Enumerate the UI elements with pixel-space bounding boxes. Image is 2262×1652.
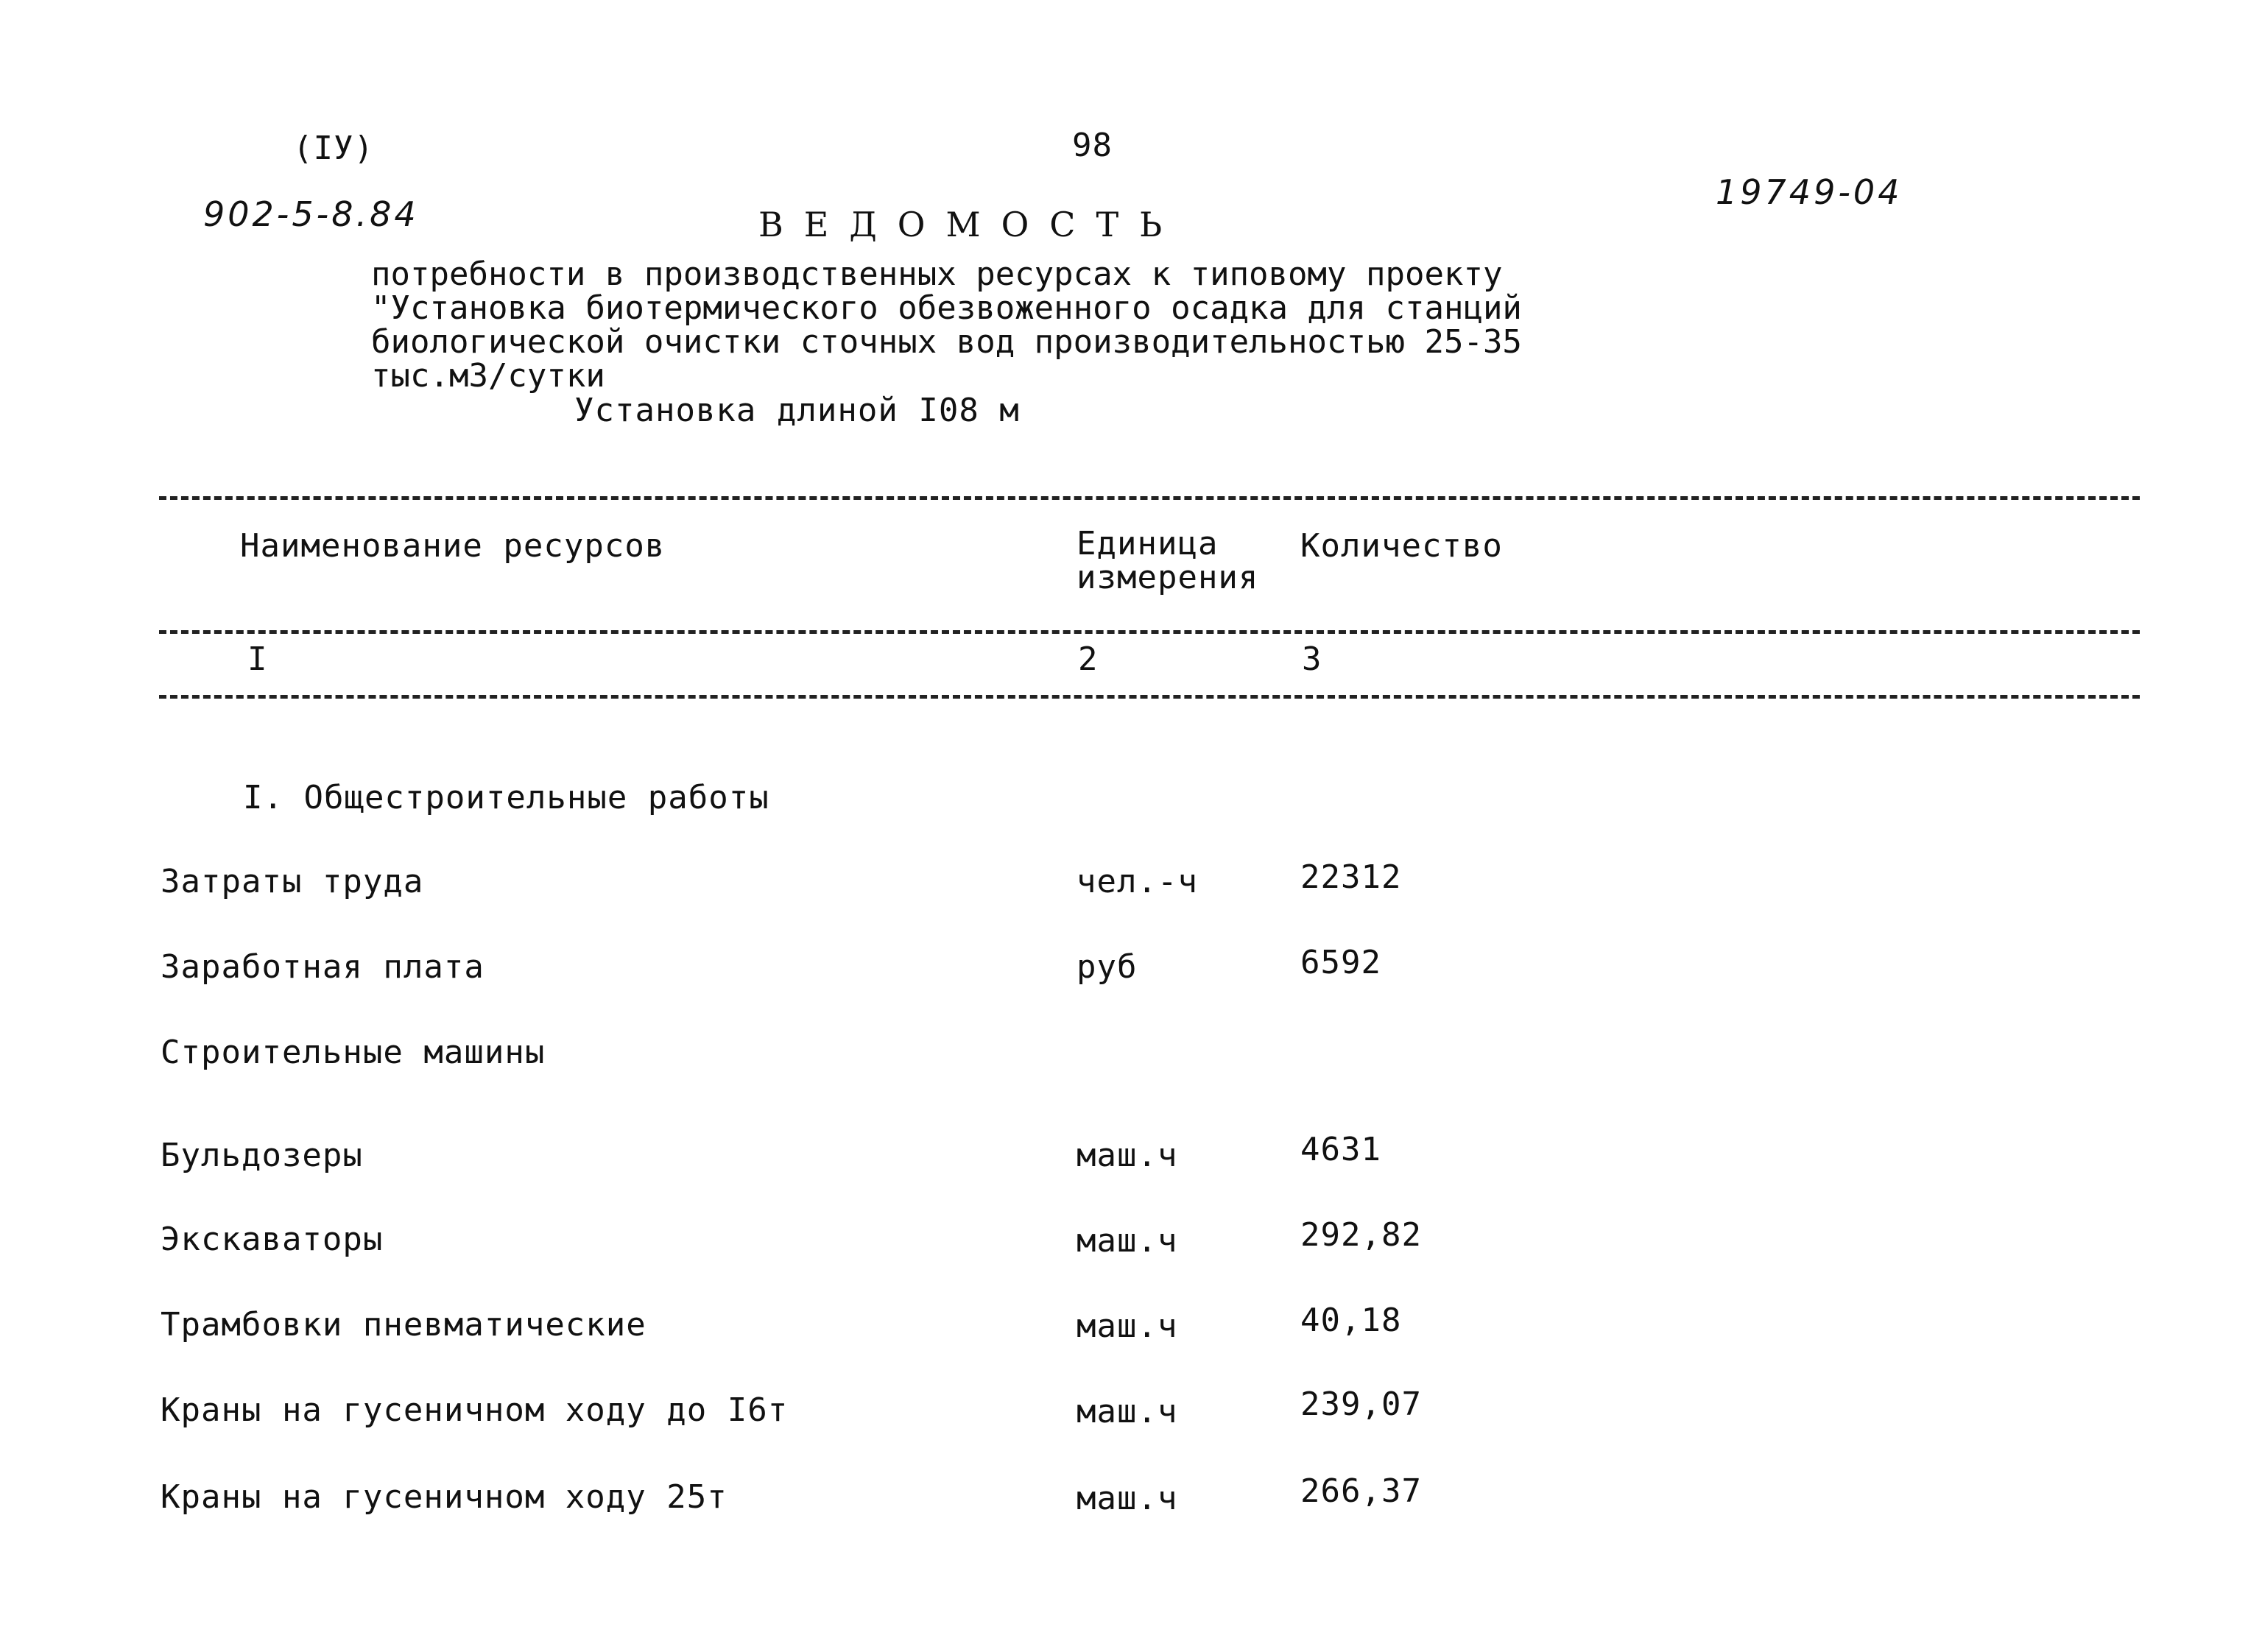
row-unit: маш.ч (1077, 1480, 1178, 1517)
header-bottom-rule (159, 695, 2140, 699)
column-number-2: 2 (1078, 640, 1099, 678)
doc-number-left: 902-5-8.84 (203, 194, 419, 234)
subtitle (371, 255, 1522, 395)
header-mid-rule (159, 630, 2140, 634)
row-unit: маш.ч (1077, 1393, 1178, 1430)
row-quantity: 266,37 (1300, 1472, 1422, 1510)
row-unit: чел.-ч (1077, 863, 1198, 900)
row-name: Строительные машины (161, 1034, 546, 1071)
subtitle-line-4: тыс.м3/сутки (371, 357, 605, 395)
row-name: Трамбовки пневматические (161, 1306, 646, 1344)
subtitle-line-3: биологической очистки сточных вод производительностью 25-35 (371, 323, 1522, 361)
page-number: 98 (1072, 127, 1113, 164)
row-name: Краны на гусеничном ходу 25т (161, 1478, 727, 1516)
row-quantity: 239,07 (1300, 1386, 1422, 1423)
column-number-3: 3 (1302, 640, 1322, 678)
sheet-code: (IУ) (293, 130, 374, 167)
row-name: Краны на гусеничном ходу до I6т (161, 1391, 789, 1429)
subtitle-line-1: потребности в производственных ресурсах к типовому проекту (371, 255, 1503, 293)
installation-length: Установка длиной I08 м (574, 392, 1020, 429)
header-top-rule (159, 496, 2140, 500)
row-quantity: 22312 (1300, 858, 1402, 896)
header-unit: Единица измерения (1077, 525, 1259, 596)
doc-number-right: 19749-04 (1716, 172, 1903, 212)
row-unit: маш.ч (1077, 1307, 1178, 1345)
subtitle-line-2: "Установка биотермического обезвоженного осадка для станций (371, 289, 1522, 327)
document-title: ВЕДОМОСТЬ (758, 205, 1183, 244)
row-unit: руб (1077, 948, 1138, 986)
row-quantity: 292,82 (1300, 1216, 1422, 1254)
row-unit: маш.ч (1077, 1222, 1178, 1260)
column-number-1: I (247, 640, 268, 678)
row-quantity: 6592 (1300, 944, 1381, 981)
section-title: I. Общестроительные работы (243, 779, 769, 816)
header-resource-name: Наименование ресурсов (240, 527, 666, 565)
row-name: Экскаваторы (161, 1221, 384, 1258)
row-quantity: 4631 (1300, 1131, 1381, 1168)
row-name: Затраты труда (161, 863, 424, 900)
header-quantity: Количество (1300, 527, 1503, 565)
row-unit: маш.ч (1077, 1137, 1178, 1174)
row-name: Заработная плата (161, 948, 485, 986)
row-name: Бульдозеры (161, 1137, 363, 1174)
row-quantity: 40,18 (1300, 1302, 1402, 1339)
